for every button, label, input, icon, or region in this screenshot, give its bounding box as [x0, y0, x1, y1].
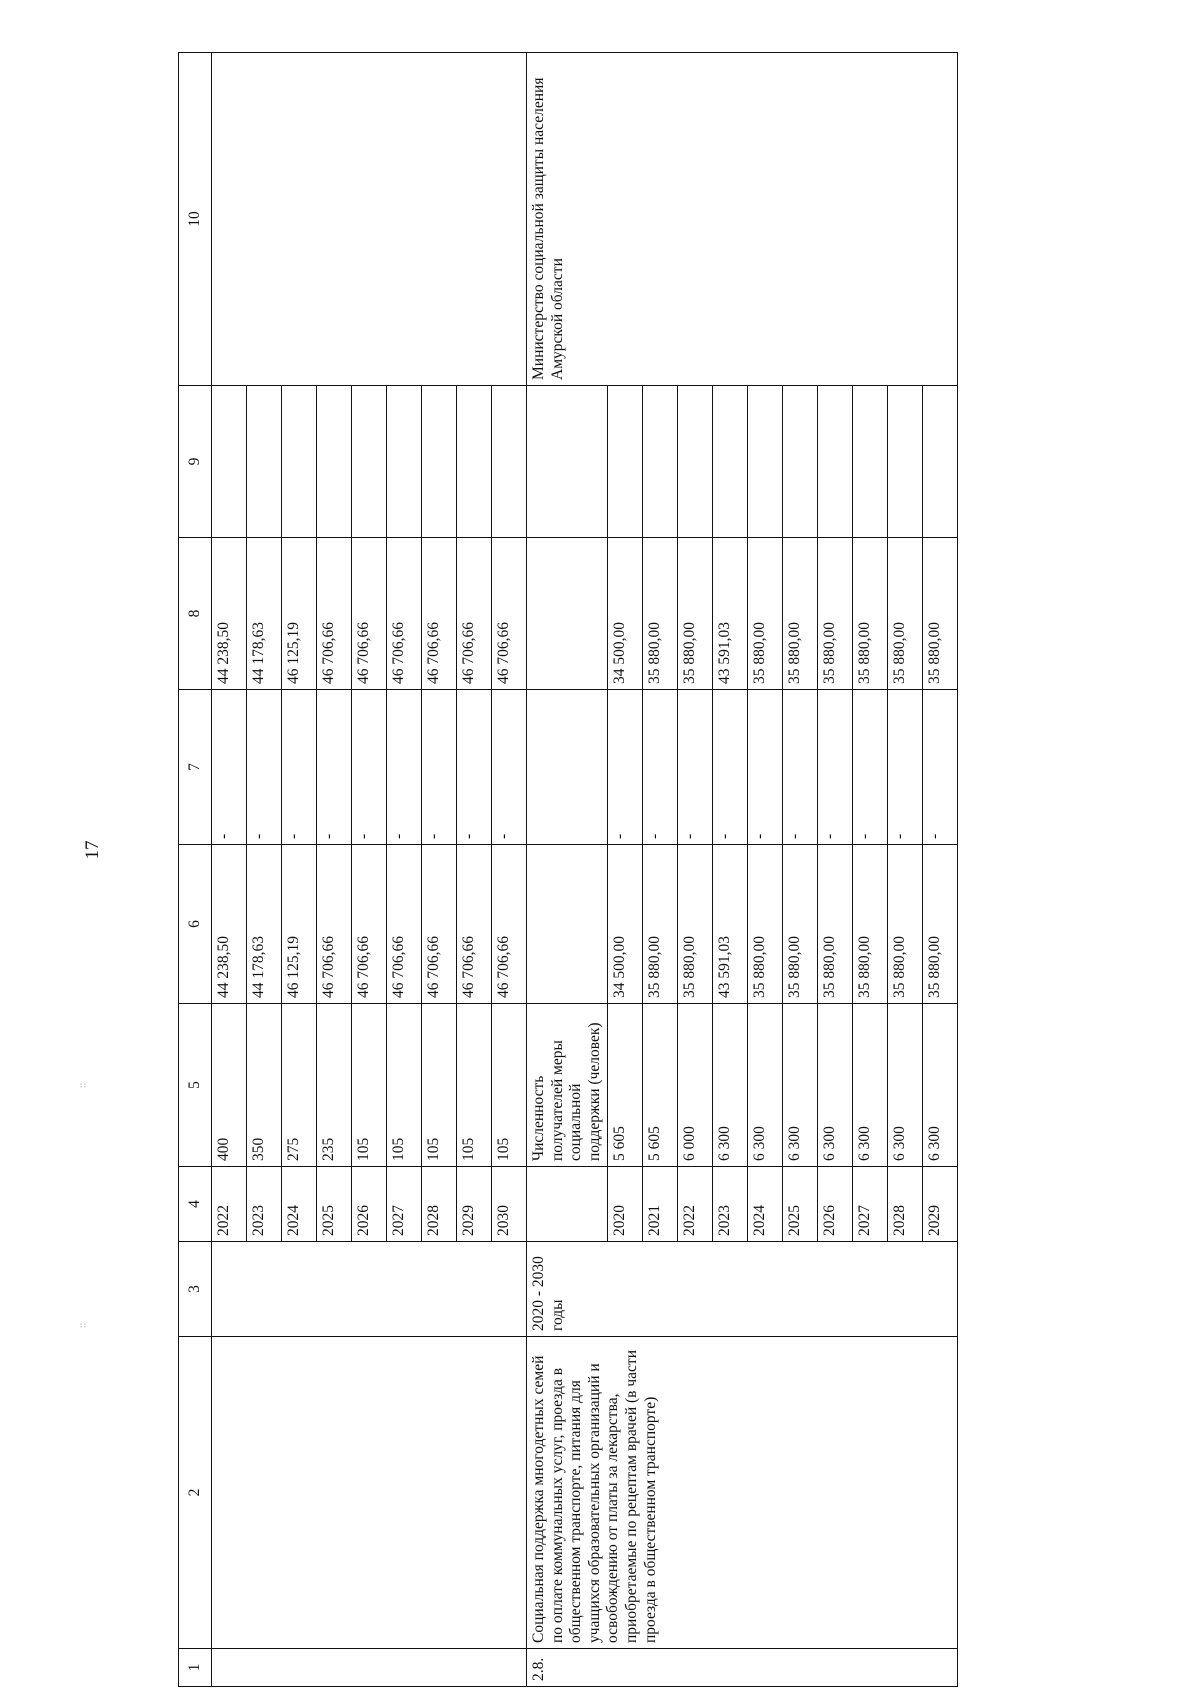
- total-funding-cell: 35 880,00: [888, 845, 923, 1004]
- regional-funding-cell: 35 880,00: [853, 538, 888, 690]
- year-cell: 2023: [713, 1167, 748, 1242]
- item-number-cell: 2.8.: [527, 1649, 958, 1687]
- total-funding-cell: 46 706,66: [422, 845, 457, 1004]
- name-cell: [212, 1337, 527, 1649]
- federal-funding-cell: -: [678, 690, 713, 845]
- total-funding-cell: 35 880,00: [643, 845, 678, 1004]
- local-funding-cell: [608, 386, 643, 538]
- local-funding-cell: [212, 386, 247, 538]
- header-cell: 4: [179, 1167, 212, 1242]
- indicator-value-cell: 6 300: [888, 1004, 923, 1167]
- federal-funding-cell: -: [247, 690, 282, 845]
- total-funding-cell: 35 880,00: [818, 845, 853, 1004]
- local-funding-cell: [713, 386, 748, 538]
- total-funding-cell: 35 880,00: [853, 845, 888, 1004]
- year-cell: 2026: [352, 1167, 387, 1242]
- local-funding-cell: [818, 386, 853, 538]
- federal-funding-cell: -: [422, 690, 457, 845]
- year-cell: 2020: [608, 1167, 643, 1242]
- program-table: [178, 52, 958, 1687]
- indicator-value-cell: 105: [457, 1004, 492, 1167]
- total-funding-cell: 34 500,00: [608, 845, 643, 1004]
- indicator-value-cell: 6 300: [748, 1004, 783, 1167]
- regional-funding-cell: 35 880,00: [678, 538, 713, 690]
- federal-funding-cell: -: [643, 690, 678, 845]
- regional-funding-cell: 46 125,19: [282, 538, 317, 690]
- total-funding-cell: 46 706,66: [352, 845, 387, 1004]
- year-cell: 2029: [457, 1167, 492, 1242]
- federal-funding-cell: -: [387, 690, 422, 845]
- local-funding-cell: [282, 386, 317, 538]
- year-cell: 2024: [282, 1167, 317, 1242]
- regional-funding-cell: 46 706,66: [422, 538, 457, 690]
- header-cell: 1: [179, 1649, 212, 1687]
- number-cell: [212, 1649, 527, 1687]
- indicator-value-cell: 105: [422, 1004, 457, 1167]
- regional-funding-cell: 35 880,00: [818, 538, 853, 690]
- federal-funding-cell: -: [457, 690, 492, 845]
- year-cell: 2024: [748, 1167, 783, 1242]
- period-cell: [212, 1242, 527, 1337]
- header-cell: 7: [179, 690, 212, 845]
- federal-funding-cell: -: [492, 690, 527, 845]
- indicator-value-cell: 6 300: [818, 1004, 853, 1167]
- executor-cell: Министерство социальной защиты населения Амурской области: [527, 53, 958, 386]
- header-cell: 5: [179, 1004, 212, 1167]
- indicator-name-cell: Численность получателей меры социальной поддержки (человек): [527, 1004, 608, 1167]
- scan-speck: ::: [77, 1082, 89, 1089]
- federal-funding-cell: -: [853, 690, 888, 845]
- year-cell: 2028: [888, 1167, 923, 1242]
- scan-speck: ::: [77, 1322, 89, 1329]
- year-cell: 2027: [387, 1167, 422, 1242]
- table-row: [527, 53, 608, 1687]
- table-header-row: [179, 53, 212, 1687]
- total-funding-cell: 46 706,66: [492, 845, 527, 1004]
- indicator-value-cell: 6 300: [783, 1004, 818, 1167]
- year-cell: [527, 1167, 608, 1242]
- year-cell: 2026: [818, 1167, 853, 1242]
- regional-funding-cell: 46 706,66: [317, 538, 352, 690]
- indicator-value-cell: 5 605: [643, 1004, 678, 1167]
- year-cell: 2023: [247, 1167, 282, 1242]
- local-funding-cell: [748, 386, 783, 538]
- local-funding-cell: [888, 386, 923, 538]
- local-funding-cell: [527, 386, 608, 538]
- table-row: [212, 53, 247, 1687]
- item-period-cell: 2020 - 2030 годы: [527, 1242, 958, 1337]
- indicator-value-cell: 235: [317, 1004, 352, 1167]
- total-funding-cell: 35 880,00: [783, 845, 818, 1004]
- regional-funding-cell: 46 706,66: [352, 538, 387, 690]
- federal-funding-cell: -: [818, 690, 853, 845]
- item-name-cell: Социальная поддержка многодетных семей по оплате коммунальных услуг, проезда в общественном транспорте, питания для учащихся образовательных организаций и освобождению от платы за лекарства, приобретаемые по рецептам врачей (в части проезда в общественном транспорте): [527, 1337, 958, 1649]
- executor-cell: [212, 53, 527, 386]
- total-funding-cell: 43 591,03: [713, 845, 748, 1004]
- indicator-value-cell: 6 000: [678, 1004, 713, 1167]
- local-funding-cell: [422, 386, 457, 538]
- indicator-value-cell: 5 605: [608, 1004, 643, 1167]
- indicator-value-cell: 105: [352, 1004, 387, 1167]
- federal-funding-cell: -: [923, 690, 958, 845]
- indicator-value-cell: 275: [282, 1004, 317, 1167]
- federal-funding-cell: -: [212, 690, 247, 845]
- indicator-value-cell: 6 300: [923, 1004, 958, 1167]
- regional-funding-cell: 46 706,66: [492, 538, 527, 690]
- regional-funding-cell: [527, 538, 608, 690]
- indicator-value-cell: 350: [247, 1004, 282, 1167]
- indicator-value-cell: 6 300: [853, 1004, 888, 1167]
- total-funding-cell: 35 880,00: [678, 845, 713, 1004]
- total-funding-cell: 46 706,66: [387, 845, 422, 1004]
- header-cell: 3: [179, 1242, 212, 1337]
- year-cell: 2028: [422, 1167, 457, 1242]
- federal-funding-cell: -: [608, 690, 643, 845]
- year-cell: 2025: [317, 1167, 352, 1242]
- total-funding-cell: 35 880,00: [748, 845, 783, 1004]
- year-cell: 2027: [853, 1167, 888, 1242]
- page-number: 17: [82, 840, 103, 860]
- federal-funding-cell: -: [282, 690, 317, 845]
- local-funding-cell: [492, 386, 527, 538]
- total-funding-cell: 46 706,66: [317, 845, 352, 1004]
- regional-funding-cell: 35 880,00: [748, 538, 783, 690]
- federal-funding-cell: -: [748, 690, 783, 845]
- federal-funding-cell: [527, 690, 608, 845]
- regional-funding-cell: 44 238,50: [212, 538, 247, 690]
- local-funding-cell: [247, 386, 282, 538]
- local-funding-cell: [783, 386, 818, 538]
- header-cell: 10: [179, 53, 212, 386]
- header-cell: 6: [179, 845, 212, 1004]
- total-funding-cell: 46 125,19: [282, 845, 317, 1004]
- federal-funding-cell: -: [352, 690, 387, 845]
- indicator-value-cell: 6 300: [713, 1004, 748, 1167]
- year-cell: 2030: [492, 1167, 527, 1242]
- year-cell: 2029: [923, 1167, 958, 1242]
- regional-funding-cell: 46 706,66: [387, 538, 422, 690]
- federal-funding-cell: -: [783, 690, 818, 845]
- regional-funding-cell: 46 706,66: [457, 538, 492, 690]
- regional-funding-cell: 34 500,00: [608, 538, 643, 690]
- regional-funding-cell: 43 591,03: [713, 538, 748, 690]
- regional-funding-cell: 35 880,00: [643, 538, 678, 690]
- total-funding-cell: [527, 845, 608, 1004]
- local-funding-cell: [387, 386, 422, 538]
- header-cell: 9: [179, 386, 212, 538]
- year-cell: 2022: [678, 1167, 713, 1242]
- local-funding-cell: [853, 386, 888, 538]
- indicator-value-cell: 105: [492, 1004, 527, 1167]
- local-funding-cell: [678, 386, 713, 538]
- total-funding-cell: 44 238,50: [212, 845, 247, 1004]
- year-cell: 2021: [643, 1167, 678, 1242]
- rotated-table-container: [178, 53, 1064, 1687]
- indicator-value-cell: 105: [387, 1004, 422, 1167]
- local-funding-cell: [352, 386, 387, 538]
- federal-funding-cell: -: [317, 690, 352, 845]
- total-funding-cell: 46 706,66: [457, 845, 492, 1004]
- local-funding-cell: [643, 386, 678, 538]
- header-cell: 8: [179, 538, 212, 690]
- year-cell: 2025: [783, 1167, 818, 1242]
- local-funding-cell: [317, 386, 352, 538]
- total-funding-cell: 44 178,63: [247, 845, 282, 1004]
- year-cell: 2022: [212, 1167, 247, 1242]
- local-funding-cell: [923, 386, 958, 538]
- local-funding-cell: [457, 386, 492, 538]
- regional-funding-cell: 35 880,00: [923, 538, 958, 690]
- regional-funding-cell: 35 880,00: [888, 538, 923, 690]
- indicator-value-cell: 400: [212, 1004, 247, 1167]
- header-cell: 2: [179, 1337, 212, 1649]
- regional-funding-cell: 35 880,00: [783, 538, 818, 690]
- federal-funding-cell: -: [888, 690, 923, 845]
- federal-funding-cell: -: [713, 690, 748, 845]
- total-funding-cell: 35 880,00: [923, 845, 958, 1004]
- regional-funding-cell: 44 178,63: [247, 538, 282, 690]
- table-body: [179, 53, 958, 1687]
